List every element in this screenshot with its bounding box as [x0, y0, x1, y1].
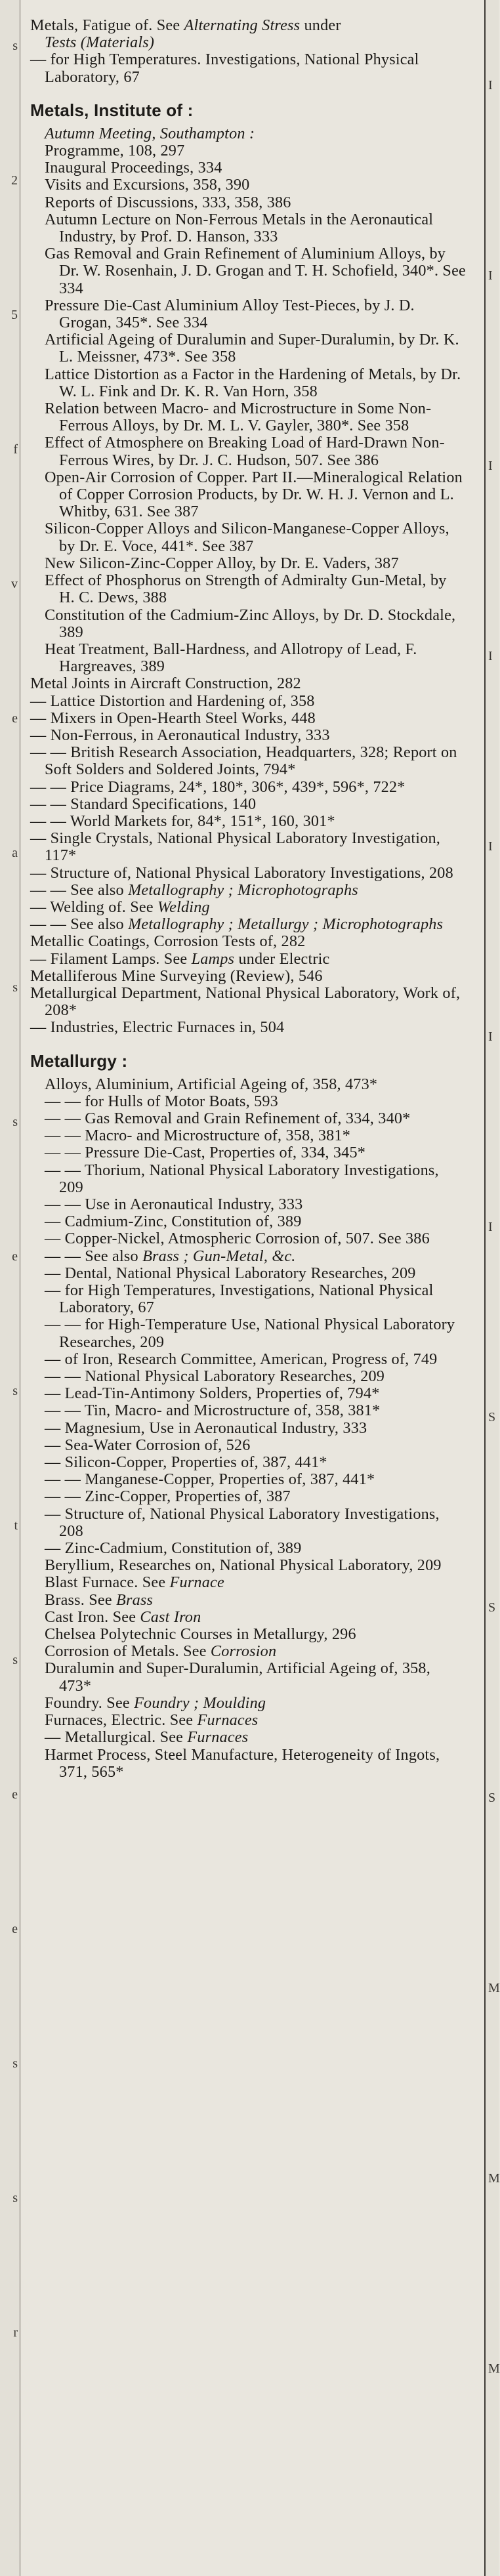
index-entry [45, 1127, 466, 1144]
entry-text: — Zinc-Cadmium, Constitution of, 389 [45, 1539, 302, 1558]
section-heading [30, 1051, 466, 1071]
index-entry [45, 1110, 466, 1127]
entry-text: Lattice Distortion as a Factor in the Hardening of Metals, by Dr. W. L. Fink and Dr. K. R. Van Horn, 358 [45, 365, 461, 400]
entry-text: — — for Hulls of Motor Boats, 593 [45, 1092, 278, 1110]
entry-text: — Lead-Tin-Antimony Solders, Properties of, 794* [45, 1384, 380, 1403]
cross-reference: Tests (Materials) [45, 33, 155, 52]
index-entry [45, 1230, 466, 1247]
right-margin-fragment: I [488, 268, 493, 283]
index-entry [45, 159, 466, 177]
index-entry [45, 1368, 466, 1385]
index-entry [45, 520, 466, 554]
entry-text: — — Use in Aeronautical Industry, 333 [45, 1195, 303, 1213]
cross-reference: Cast Iron [140, 1608, 201, 1626]
index-entry [30, 830, 466, 864]
index-entry [45, 297, 466, 331]
left-margin-fragment: e [12, 1787, 18, 1802]
entry-text: — Lattice Distortion and Hardening of, 358 [30, 692, 315, 710]
entry-text: — — Standard Specifications, 140 [30, 795, 257, 813]
cross-reference: Brass ; Gun-Metal, &c. [142, 1247, 296, 1265]
entry-text: Metallurgy : [30, 1050, 128, 1071]
left-margin-fragment: e [12, 1922, 18, 1936]
entry-text: — for High Temperatures. Investigations, National Physical Laboratory, 67 [30, 51, 419, 86]
entry-text: — Magnesium, Use in Aeronautical Industry, 333 [45, 1419, 367, 1437]
entry-text: — for High Temperatures, Investigations, National Physical Laboratory, 67 [45, 1281, 434, 1317]
index-entry [45, 1385, 466, 1402]
index-entry [30, 675, 466, 692]
entry-text: Corrosion of Metals. See [45, 1642, 211, 1661]
index-entry [45, 1729, 466, 1746]
right-margin-fragment: I [488, 649, 493, 663]
entry-text: — — Price Diagrams, 24*, 180*, 306*, 439*, 596*, 722* [30, 778, 406, 796]
entry-text: — — National Physical Laboratory Researches, 209 [45, 1367, 385, 1386]
index-entry [30, 933, 466, 950]
index-entry [45, 1248, 466, 1265]
index-entry [45, 1316, 466, 1350]
index-entry [45, 331, 466, 365]
left-margin-fragment: s [12, 980, 18, 995]
entry-text: Effect of Atmosphere on Breaking Load of Hard-Drawn Non-Ferrous Wires, by Dr. J. C. Hudson, 507. See 386 [45, 434, 445, 469]
cross-reference: Corrosion [210, 1642, 277, 1661]
cross-reference: Autumn Meeting, Southampton [45, 124, 245, 142]
index-entry [45, 1592, 466, 1609]
entry-text: — — British Research Association, Headquarters, 328; Report on Soft Solders and Soldered Joints, 794* [30, 743, 457, 779]
entry-text: Brass. See [45, 1590, 117, 1609]
index-entry [45, 1454, 466, 1471]
index-entry [30, 968, 466, 985]
entry-text: Reports of Discussions, 333, 358, 386 [45, 193, 291, 211]
entry-text: Autumn Lecture on Non-Ferrous Metals in the Aeronautical Industry, by Prof. D. Hanson, 333 [45, 210, 434, 246]
left-margin-fragment: s [12, 39, 18, 53]
entry-text: Metallic Coatings, Corrosion Tests of, 282 [30, 932, 306, 951]
index-entry [30, 744, 466, 778]
entry-suffix: : [245, 124, 255, 142]
section-heading [30, 100, 466, 120]
cross-reference: Brass [116, 1590, 154, 1609]
index-entry [45, 1660, 466, 1694]
index-entry [45, 469, 466, 521]
entry-text: Metalliferous Mine Surveying (Review), 546 [30, 966, 323, 985]
left-margin-fragment: e [12, 711, 18, 726]
cross-reference: Foundry ; Moulding [134, 1693, 266, 1712]
entry-text: — of Iron, Research Committee, American, Progress of, 749 [45, 1350, 438, 1368]
entry-text: Blast Furnace. See [45, 1573, 170, 1592]
entry-text: Metal Joints in Aircraft Construction, 282 [30, 675, 301, 693]
cross-reference: Welding [157, 898, 210, 916]
index-entry [30, 693, 466, 710]
entry-text: — Cadmium-Zinc, Constitution of, 389 [45, 1213, 302, 1231]
index-column [30, 17, 466, 1781]
right-margin-fragment: I [488, 1029, 493, 1044]
entry-text: Inaugural Proceedings, 334 [45, 159, 222, 177]
index-entry [30, 727, 466, 744]
index-entry [45, 1093, 466, 1110]
cross-reference: Lamps [191, 949, 235, 968]
entry-text: — — See also [30, 915, 129, 934]
entry-text: Effect of Phosphorus on Strength of Admiralty Gun-Metal, by H. C. Dews, 388 [45, 571, 447, 607]
entry-text: — Structure of, National Physical Laboratory Investigations, 208 [30, 863, 453, 882]
index-entry [30, 779, 466, 796]
index-entry [45, 1471, 466, 1488]
index-entry [30, 916, 466, 933]
index-entry [45, 1420, 466, 1437]
left-margin-fragment: s [12, 1653, 18, 1667]
index-entry [45, 1609, 466, 1626]
entry-text: — — Manganese-Copper, Properties of, 387, 441* [45, 1470, 375, 1489]
index-entry [30, 17, 466, 34]
entry-text: — Non-Ferrous, in Aeronautical Industry, 333 [30, 726, 330, 744]
index-entry [30, 710, 466, 727]
entry-text: Duralumin and Super-Duralumin, Artificial Ageing of, 358, 473* [45, 1659, 430, 1695]
index-entry [45, 194, 466, 211]
index-entry [45, 1695, 466, 1712]
entry-text: New Silicon-Zinc-Copper Alloy, by Dr. E. Vaders, 387 [45, 554, 399, 572]
left-margin-fragment: s [12, 2056, 18, 2071]
index-entry [30, 51, 466, 85]
index-entry [45, 607, 466, 641]
entry-suffix: under [300, 16, 341, 34]
entry-text: Chelsea Polytechnic Courses in Metallurgy, 296 [45, 1625, 356, 1644]
entry-text: — Dental, National Physical Laboratory Researches, 209 [45, 1264, 416, 1282]
cross-reference: Furnace [169, 1573, 224, 1592]
subsection-heading [45, 125, 466, 142]
index-entry [45, 177, 466, 194]
index-entry [30, 985, 466, 1019]
right-margin-fragment: I [488, 78, 493, 93]
index-entry [45, 1437, 466, 1454]
left-margin-fragment: 2 [11, 173, 18, 188]
entry-text: — — Macro- and Microstructure of, 358, 381* [45, 1127, 351, 1145]
left-margin-fragment: r [13, 2325, 18, 2340]
entry-text: Pressure Die-Cast Aluminium Alloy Test-Pieces, by J. D. Grogan, 345*. See 334 [45, 296, 415, 332]
left-margin-fragment: f [13, 442, 18, 457]
entry-text: Metallurgical Department, National Physical Laboratory, Work of, 208* [30, 984, 461, 1020]
index-entry [45, 400, 466, 434]
index-entry [45, 1402, 466, 1419]
entry-text: — Welding of. See [30, 898, 158, 916]
entry-text: Silicon-Copper Alloys and Silicon-Manganese-Copper Alloys, by Dr. E. Voce, 441*. See 387 [45, 520, 449, 555]
entry-text: Gas Removal and Grain Refinement of Aluminium Alloys, by Dr. W. Rosenhain, J. D. Grogan and T. H. Schofield, 340*. See 334 [45, 245, 466, 297]
index-entry [45, 1488, 466, 1505]
index-entry [30, 813, 466, 830]
entry-text: Artificial Ageing of Duralumin and Super-Duralumin, by Dr. K. L. Meissner, 473*. See 358 [45, 331, 459, 366]
entry-text: — Industries, Electric Furnaces in, 504 [30, 1018, 285, 1037]
index-entry [45, 1506, 466, 1540]
index-entry [45, 1144, 466, 1161]
index-entry [45, 1265, 466, 1282]
right-margin-fragment: M [488, 2171, 500, 2186]
entry-text: Metals, Fatigue of. See [30, 16, 184, 34]
left-margin-fragment: e [12, 1249, 18, 1264]
entry-text: Harmet Process, Steel Manufacture, Heterogeneity of Ingots, 371, 565* [45, 1745, 440, 1781]
left-margin-fragment: s [12, 1115, 18, 1129]
right-margin-fragment: S [488, 1791, 496, 1805]
index-entry [45, 1213, 466, 1230]
index-entry [45, 641, 466, 675]
index-entry [45, 572, 466, 606]
entry-text: — — See also [30, 881, 129, 899]
entry-text: — Mixers in Open-Hearth Steel Works, 448 [30, 709, 316, 727]
index-entry [45, 1162, 466, 1196]
index-entry [45, 1076, 466, 1093]
cross-reference: Furnaces [187, 1728, 249, 1747]
index-entry [45, 245, 466, 297]
right-margin-fragment: I [488, 1220, 493, 1234]
index-entry [45, 434, 466, 468]
right-margin-fragment: M [488, 1981, 500, 1995]
entry-text: Cast Iron. See [45, 1608, 140, 1626]
index-entry [30, 796, 466, 813]
index-entry [30, 882, 466, 899]
index-entry [30, 951, 466, 968]
entry-text: — — Pressure Die-Cast, Properties of, 334, 345* [45, 1144, 366, 1162]
index-entry [45, 211, 466, 245]
entry-text: — Metallurgical. See [45, 1728, 188, 1747]
cross-reference: Furnaces [197, 1711, 259, 1730]
left-margin-sliver [0, 0, 20, 2576]
cross-reference: Alternating Stress [184, 16, 301, 34]
entry-text: — Sea-Water Corrosion of, 526 [45, 1436, 251, 1454]
entry-text: Heat Treatment, Ball-Hardness, and Allotropy of Lead, F. Hargreaves, 389 [45, 640, 417, 676]
entry-text: — — for High-Temperature Use, National Physical Laboratory Researches, 209 [45, 1316, 455, 1351]
index-entry [45, 34, 466, 51]
index-entry [45, 366, 466, 400]
index-entry [45, 1540, 466, 1557]
index-entry [45, 555, 466, 572]
index-entry [45, 1712, 466, 1729]
entry-text: — Single Crystals, National Physical Laboratory Investigation, 117* [30, 829, 441, 865]
entry-text: Relation between Macro- and Microstructure in Some Non-Ferrous Alloys, by Dr. M. L. V. Gayler, 380*. See 358 [45, 400, 432, 435]
entry-text: — — See also [45, 1247, 143, 1265]
entry-text: Open-Air Corrosion of Copper. Part II.—Mineralogical Relation of Copper Corrosion Products, by Dr. W. H. J. Vernon and L. Whitby, 631. See 387 [45, 468, 463, 521]
entry-text: — — World Markets for, 84*, 151*, 160, 301* [30, 812, 335, 830]
left-margin-fragment: s [12, 2191, 18, 2205]
right-margin-fragment: M [488, 2361, 500, 2376]
index-entry [45, 1196, 466, 1213]
entry-text: — Silicon-Copper, Properties of, 387, 441* [45, 1453, 327, 1472]
left-margin-fragment: a [12, 846, 18, 860]
left-margin-fragment: s [12, 1384, 18, 1398]
left-margin-fragment: t [14, 1518, 18, 1533]
entry-text: Programme, 108, 297 [45, 142, 185, 160]
index-entry [45, 1557, 466, 1574]
entry-text: — — Thorium, National Physical Laboratory Investigations, 209 [45, 1161, 439, 1196]
index-entry [45, 1574, 466, 1591]
entry-text: — — Gas Removal and Grain Refinement of, 334, 340* [45, 1109, 411, 1127]
entry-text: Constitution of the Cadmium-Zinc Alloys, by Dr. D. Stockdale, 389 [45, 606, 456, 641]
left-margin-fragment: v [11, 577, 18, 591]
entry-text: — Structure of, National Physical Laboratory Investigations, 208 [45, 1505, 440, 1540]
index-entry [45, 1351, 466, 1368]
entry-text: Foundry. See [45, 1693, 135, 1712]
entry-text: Alloys, Aluminium, Artificial Ageing of, 358, 473* [45, 1075, 378, 1093]
right-margin-sliver [484, 0, 499, 2576]
index-entry [30, 865, 466, 882]
cross-reference: Metallography ; Microphotographs [128, 881, 358, 899]
index-entry [45, 142, 466, 159]
entry-suffix: under Electric [234, 949, 330, 968]
index-entry [30, 899, 466, 916]
entry-text: Visits and Excursions, 358, 390 [45, 176, 250, 194]
entry-text: Beryllium, Researches on, National Physical Laboratory, 209 [45, 1556, 442, 1575]
index-entry [45, 1747, 466, 1781]
entry-text: — — Tin, Macro- and Microstructure of, 358, 381* [45, 1402, 381, 1420]
right-margin-fragment: S [488, 1600, 496, 1615]
index-entry [45, 1626, 466, 1643]
entry-text: Furnaces, Electric. See [45, 1711, 198, 1730]
cross-reference: Metallography ; Metallurgy ; Microphotographs [128, 915, 444, 934]
right-margin-fragment: I [488, 839, 493, 854]
entry-text: Metals, Institute of : [30, 100, 194, 120]
index-entry [45, 1643, 466, 1660]
right-margin-fragment: I [488, 459, 493, 473]
index-entry [45, 1282, 466, 1316]
right-margin-fragment: S [488, 1410, 496, 1424]
entry-text: — Copper-Nickel, Atmospheric Corrosion of, 507. See 386 [45, 1230, 430, 1248]
left-margin-fragment: 5 [11, 308, 18, 322]
index-entry [30, 1019, 466, 1036]
entry-text: — — Zinc-Copper, Properties of, 387 [45, 1487, 291, 1506]
entry-text: — Filament Lamps. See [30, 949, 192, 968]
